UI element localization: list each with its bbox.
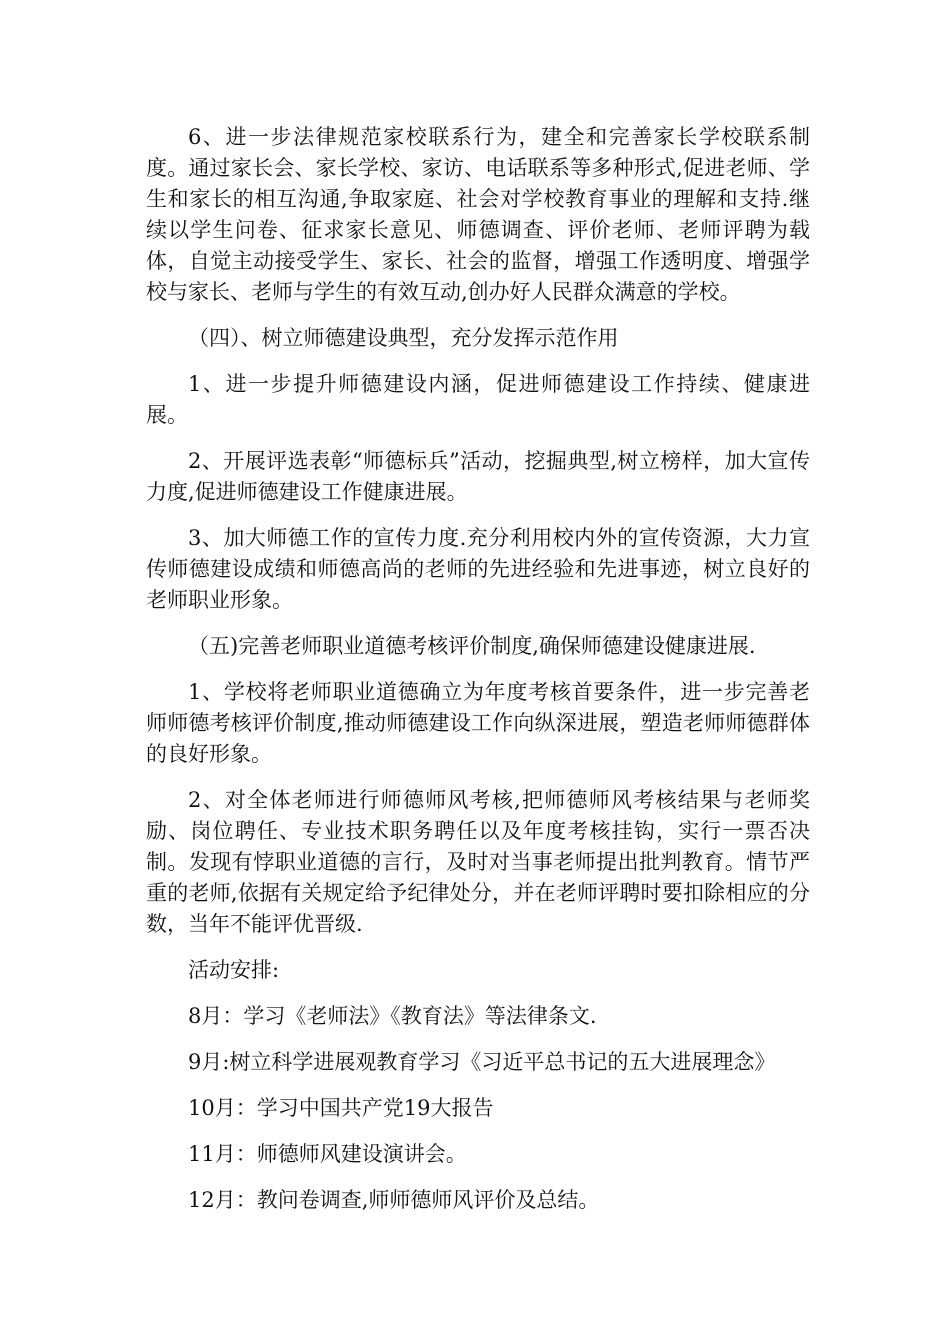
paragraph-home-school-contact: 6、进一步法律规范家校联系行为，建全和完善家长学校联系制度。通过家长会、家长学校、家访、电话联系等多种形式,促进老师、学生和家长的相互沟通,争取家庭、社会对学校教育事业的理解和支持.继续以学生问卷、征求家长意见、师德调查、评价老师、老师评聘为载体，自觉主动接受学生、家长、社会的监督，增强工作透明度、增强学校与家长、老师与学生的有效互动,创办好人民群众满意的学校。 — [146, 125, 810, 304]
schedule-item-december: 12月：教问卷调查,师师德师风评价及总结。 — [188, 1188, 600, 1212]
activity-schedule-title: 活动安排: — [188, 958, 280, 982]
schedule-item-november: 11月：师德师风建设演讲会。 — [188, 1142, 467, 1166]
section-heading-four: （四）、树立师德建设典型，充分发挥示范作用 — [188, 326, 619, 350]
paragraph-assessment-2: 2、对全体老师进行师德师风考核,把师德师风考核结果与老师奖励、岗位聘任、专业技术职务聘任以及年度考核挂钩，实行一票否决制。发现有悖职业道德的言行，及时对当事老师提出批判教育。情节严重的老师,依据有关规定给予纪律处分，并在老师评聘时要扣除相应的分数，当年不能评优晋级. — [146, 788, 810, 936]
schedule-item-october: 10月：学习中国共产党19大报告 — [188, 1096, 494, 1120]
paragraph-item-1: 1、进一步提升师德建设内涵，促进师德建设工作持续、健康进展。 — [146, 372, 810, 427]
paragraph-item-3: 3、加大师德工作的宣传力度.充分利用校内外的宣传资源，大力宣传师德建设成绩和师德高尚的老师的先进经验和先进事迹，树立良好的老师职业形象。 — [146, 526, 810, 612]
schedule-item-august: 8月：学习《老师法》《教育法》等法律条文. — [188, 1004, 597, 1028]
schedule-item-september: 9月:树立科学进展观教育学习《习近平总书记的五大进展理念》 — [188, 1050, 776, 1074]
paragraph-assessment-1: 1、学校将老师职业道德确立为年度考核首要条件，进一步完善老师师德考核评价制度,推动师德建设工作向纵深进展，塑造老师师德群体的良好形象。 — [146, 680, 810, 766]
section-heading-five: （五)完善老师职业道德考核评价制度,确保师德建设健康进展. — [188, 634, 756, 658]
paragraph-item-2: 2、开展评选表彰“师德标兵”活动，挖掘典型,树立榜样，加大宣传力度,促进师德建设工作健康进展。 — [146, 449, 810, 504]
document-body — [146, 122, 810, 1231]
